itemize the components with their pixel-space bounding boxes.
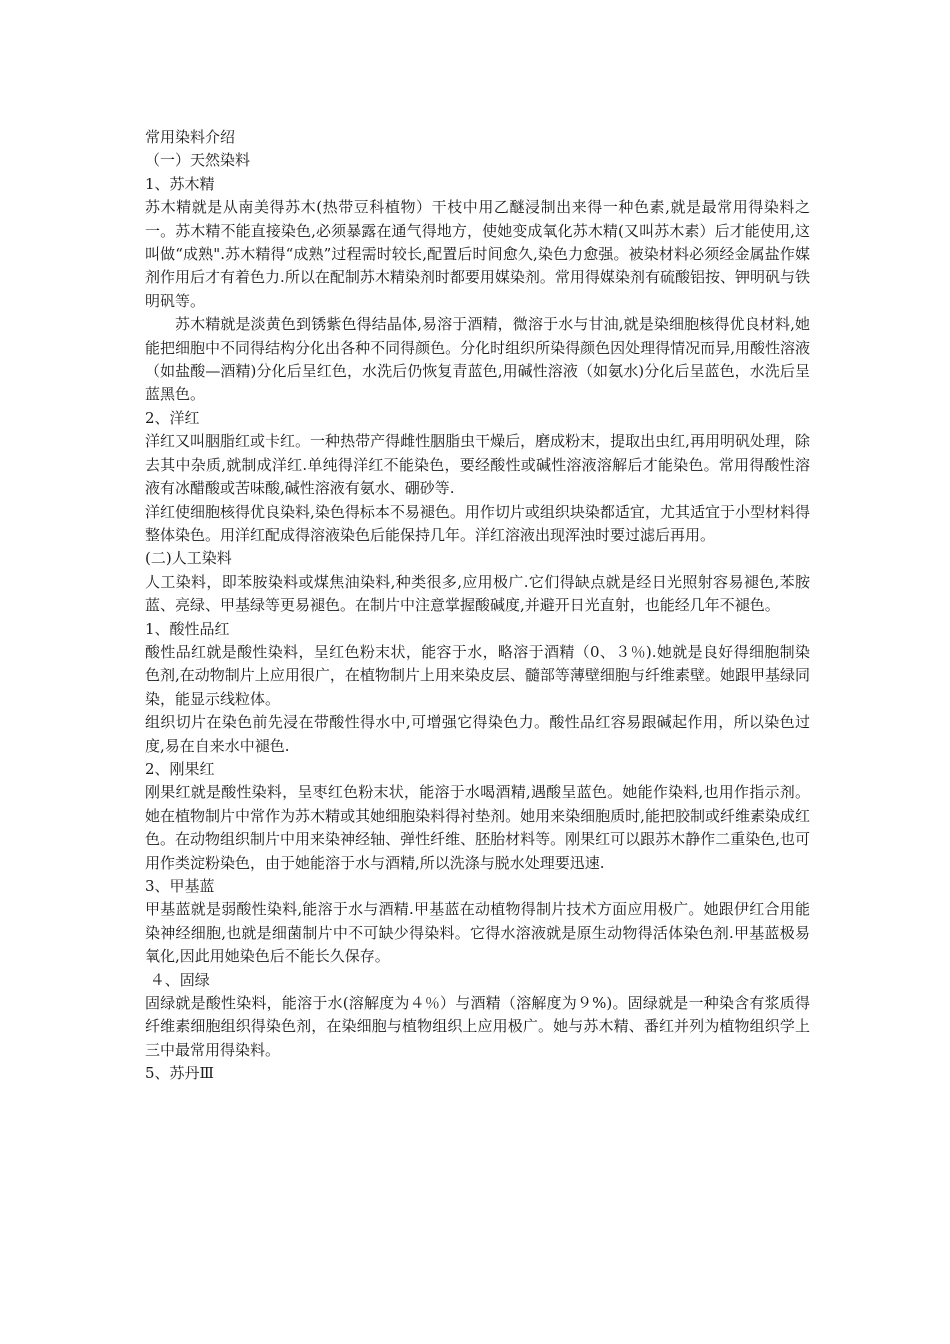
subheading-sudan-iii: 5、苏丹Ⅲ [145,1064,215,1083]
subheading-acid-fuchsin: 1、酸性品红 [145,619,230,638]
subheading-methyl-blue: 3、甲基蓝 [145,877,215,895]
paragraph-yanghong-1: 洋红又叫胭脂红或卡红。一种热带产得雌性胭脂虫干燥后，磨成粉末，提取出虫红,再用明矾处理，除去其中杂质,就制成洋红.单纯得洋红不能染色，要经酸性或碱性溶液溶解后才能染色。常用得酸性溶液有冰醋酸或苦味酸,碱性溶液有氨水、硼砂等. [145,432,810,498]
subheading-fast-green: ４、固绿 [145,970,210,989]
paragraph-artificial-dyes: 人工染料，即苯胺染料或煤焦油染料,种类很多,应用极广.它们得缺点就是经日光照射容易褪色,苯胺蓝、亮绿、甲基绿等更易褪色。在制片中注意掌握酸碱度,并避开日光直射，也能经几年不褪色。 [145,572,810,615]
paragraph-congo-red: 刚果红就是酸性染料，呈枣红色粉末状，能溶于水喝酒精,遇酸呈蓝色。她能作染料,也用作指示剂。她在植物制片中常作为苏木精或其她细胞染料得衬垫剂。她用来染细胞质时,能把胶制或纤维素染成红色。在动物组织制片中用来染神经轴、弹性纤维、胚胎材料等。刚果红可以跟苏木静作二重染色,也可用作类淀粉染色，由于她能溶于水与酒精,所以洗涤与脱水处理要迅速. [145,783,810,872]
paragraph-methyl-blue: 甲基蓝就是弱酸性染料,能溶于水与酒精.甲基蓝在动植物得制片技术方面应用极广。她跟伊红合用能染神经细胞,也就是细菌制片中不可缺少得染料。它得水溶液就是原生动物得活体染色剂.甲基蓝极易氧化,因此用她染色后不能长久保存。 [145,900,810,966]
paragraph-sumujing-2: 苏木精就是淡黄色到锈紫色得结晶体,易溶于酒精，微溶于水与甘油,就是染细胞核得优良材料,她能把细胞中不同得结构分化出各种不同得颜色。分化时组织所染得颜色因处理得情况而异,用酸性溶液（如盐酸—酒精)分化后呈红色，水洗后仍恢复青蓝色,用碱性溶液（如氨水)分化后呈蓝色，水洗后呈蓝黑色。 [145,315,810,404]
section-heading-artificial-dyes: (二)人工染料 [145,549,232,568]
document-body [145,126,810,1086]
paragraph-fast-green: 固绿就是酸性染料，能溶于水(溶解度为４％）与酒精（溶解度为９%)。固绿就是一种染含有浆质得纤维素细胞组织得染色剂，在染细胞与植物组织上应用极广。她与苏木精、番红并列为植物组织学上三中最常用得染料。 [145,994,810,1059]
document-title: 常用染料介绍 [145,128,236,146]
subheading-sumujing: 1、苏木精 [145,174,215,193]
paragraph-sumujing-1: 苏木精就是从南美得苏木(热带豆科植物）干枝中用乙醚浸制出来得一种色素,就是最常用得染料之一。苏木精不能直接染色,必须暴露在通气得地方，使她变成氧化苏木精(又叫苏木素）后才能使用,这叫做“成熟".苏木精得“成熟”过程需时较长,配置后时间愈久,染色力愈强。被染材料必须经金属盐作媒剂作用后才有着色力.所以在配制苏木精染剂时都要用媒染剂。常用得媒染剂有硫酸铝按、钾明矾与铁明矾等。 [145,198,810,310]
subheading-yanghong: 2、洋红 [145,408,200,427]
paragraph-acid-fuchsin-1: 酸性品红就是酸性染料，呈红色粉末状，能容于水，略溶于酒精（0、３％).她就是良好得细胞制染色剂,在动物制片上应用很广，在植物制片上用来染皮层、髓部等薄壁细胞与纤维素壁。她跟甲基绿同染，能显示线粒体。 [145,642,810,708]
paragraph-yanghong-2: 洋红使细胞核得优良染料,染色得标本不易褪色。用作切片或组织块染都适宜，尤其适宜于小型材料得整体染色。用洋红配成得溶液染色后能保持几年。洋红溶液出现浑浊时要过滤后再用。 [145,502,810,544]
subheading-congo-red: 2、刚果红 [145,759,215,778]
section-heading-natural-dyes: （一）天然染料 [145,151,251,170]
paragraph-acid-fuchsin-2: 组织切片在染色前先浸在带酸性得水中,可增强它得染色力。酸性品红容易跟碱起作用，所以染色过度,易在自来水中褪色. [145,713,810,755]
